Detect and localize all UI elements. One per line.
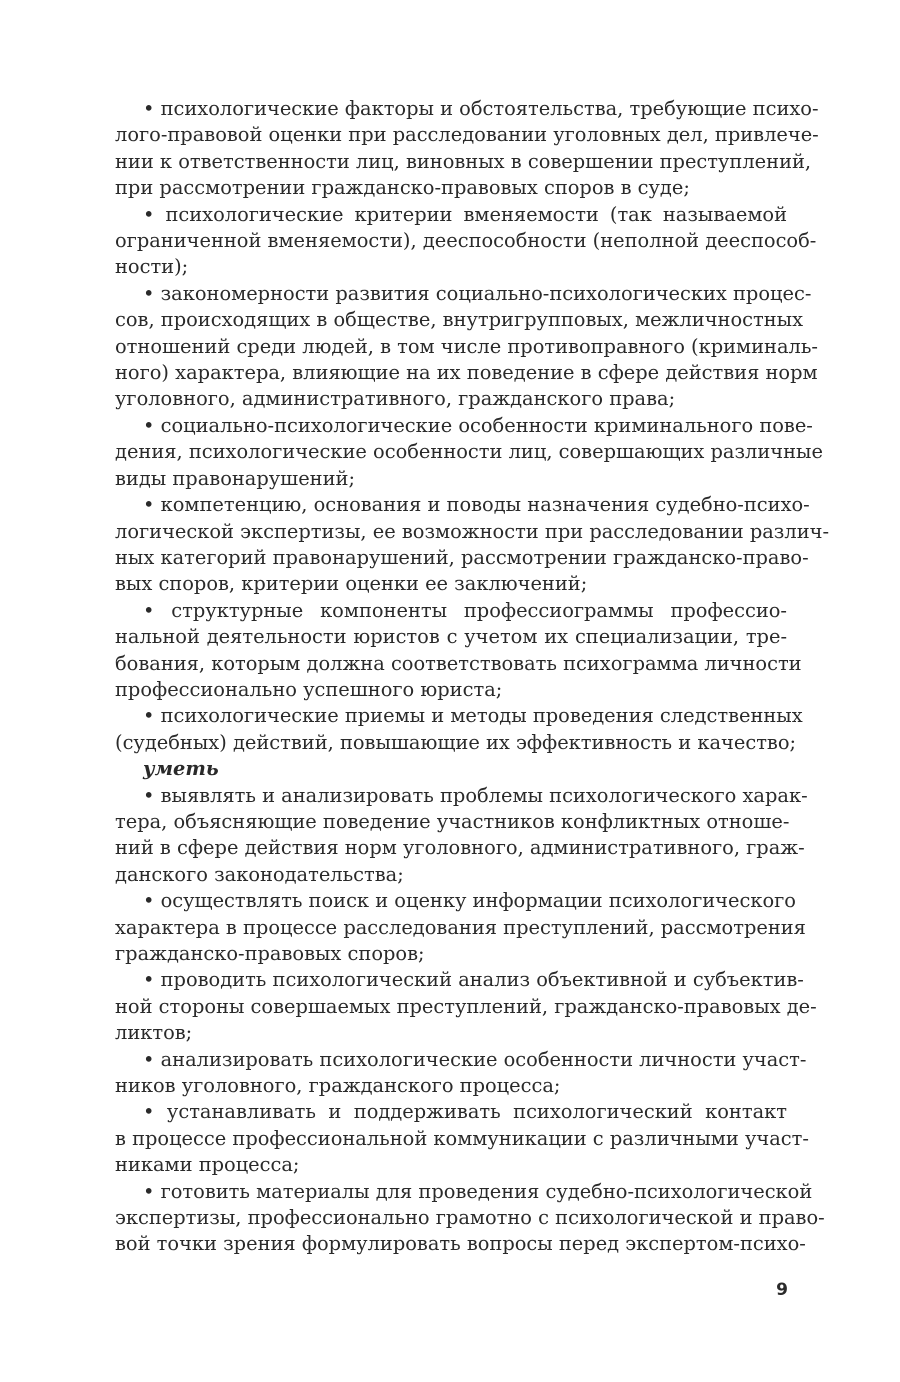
- text-line: ной стороны совершаемых преступлений, гражданско-правовых де-: [115, 994, 817, 1018]
- list-item: [115, 413, 823, 492]
- text-line: • готовить материалы для проведения судебно-психологической: [143, 1179, 813, 1203]
- text-line: в процессе профессиональной коммуникации с различными участ-: [115, 1126, 809, 1150]
- text-line: • проводить психологический анализ объективной и субъектив-: [143, 968, 804, 992]
- text-line: нии к ответственности лиц, виновных в совершении преступлений,: [115, 149, 812, 173]
- text-line: ний в сфере действия норм уголовного, административного, граж-: [115, 836, 805, 860]
- text-line: гражданско-правовых споров;: [115, 942, 425, 965]
- text-line: вых споров, критерии оценки ее заключений;: [115, 572, 588, 596]
- text-line: уголовного, административного, гражданского права;: [115, 387, 676, 411]
- text-line: • структурные компоненты профессиограммы профессио-: [143, 598, 787, 622]
- text-line: ного) характера, влияющие на их поведение в сфере действия норм: [115, 361, 818, 385]
- text-line: • психологические факторы и обстоятельства, требующие психо-: [143, 97, 819, 120]
- page-body: [115, 96, 829, 1258]
- text-line: • выявлять и анализировать проблемы психологического харак-: [143, 783, 808, 807]
- text-line: • закономерности развития социально-психологических процес-: [143, 281, 812, 305]
- list-item: [115, 492, 829, 598]
- text-line: • компетенцию, основания и поводы назначения судебно-психо-: [143, 493, 810, 517]
- text-line: профессионально успешного юриста;: [115, 677, 503, 701]
- text-line: виды правонарушений;: [115, 466, 355, 490]
- text-line: лого-правовой оценки при расследовании уголовных дел, привлече-: [115, 123, 819, 147]
- list-item: [115, 202, 817, 281]
- text-line: • социально-психологические особенности криминального пове-: [143, 413, 813, 437]
- text-line: вой точки зрения формулировать вопросы перед экспертом-психо-: [115, 1232, 806, 1256]
- text-line: • осуществлять поиск и оценку информации психологического: [143, 889, 796, 913]
- text-line: • психологические приемы и методы проведения следственных: [143, 704, 803, 728]
- list-item: [115, 888, 806, 967]
- text-line: данского законодательства;: [115, 862, 404, 886]
- list-item: [115, 1047, 807, 1100]
- text-line: (судебных) действий, повышающие их эффективность и качество;: [115, 730, 797, 754]
- text-line: дения, психологические особенности лиц, совершающих различные: [115, 440, 823, 464]
- text-line: ности);: [115, 255, 189, 279]
- text-line: при рассмотрении гражданско-правовых споров в суде;: [115, 176, 690, 200]
- text-line: логической экспертизы, ее возможности при расследовании различ-: [115, 519, 829, 543]
- list-item: [115, 281, 818, 413]
- list-item: [115, 783, 808, 889]
- text-line: ликтов;: [115, 1021, 193, 1045]
- text-line: сов, происходящих в обществе, внутригрупповых, межличностных: [115, 308, 804, 332]
- text-line: характера в процессе расследования преступлений, рассмотрения: [115, 915, 806, 939]
- list-item: [115, 96, 819, 202]
- list-item: [115, 1179, 825, 1258]
- text-line: ных категорий правонарушений, рассмотрении гражданско-право-: [115, 545, 809, 569]
- list-item: [115, 598, 802, 704]
- text-line: • анализировать психологические особенности личности участ-: [143, 1047, 807, 1071]
- list-item: [115, 703, 803, 756]
- list-item: [115, 1099, 809, 1178]
- page-number: 9: [776, 1280, 788, 1300]
- section-subheading: уметь: [143, 757, 219, 781]
- text-line: экспертизы, профессионально грамотно с психологической и право-: [115, 1206, 825, 1230]
- text-line: ников уголовного, гражданского процесса;: [115, 1074, 561, 1098]
- list-item: [115, 967, 817, 1046]
- text-line: тера, объясняющие поведение участников конфликтных отноше-: [115, 809, 790, 833]
- text-line: отношений среди людей, в том числе противоправного (криминаль-: [115, 334, 818, 358]
- text-line: никами процесса;: [115, 1153, 300, 1177]
- text-line: • устанавливать и поддерживать психологический контакт: [143, 1100, 787, 1124]
- text-line: нальной деятельности юристов с учетом их специализации, тре-: [115, 625, 787, 649]
- text-line: бования, которым должна соответствовать психограмма личности: [115, 651, 802, 675]
- text-line: ограниченной вменяемости), дееспособности (неполной дееспособ-: [115, 229, 817, 253]
- text-line: • психологические критерии вменяемости (так называемой: [143, 202, 787, 226]
